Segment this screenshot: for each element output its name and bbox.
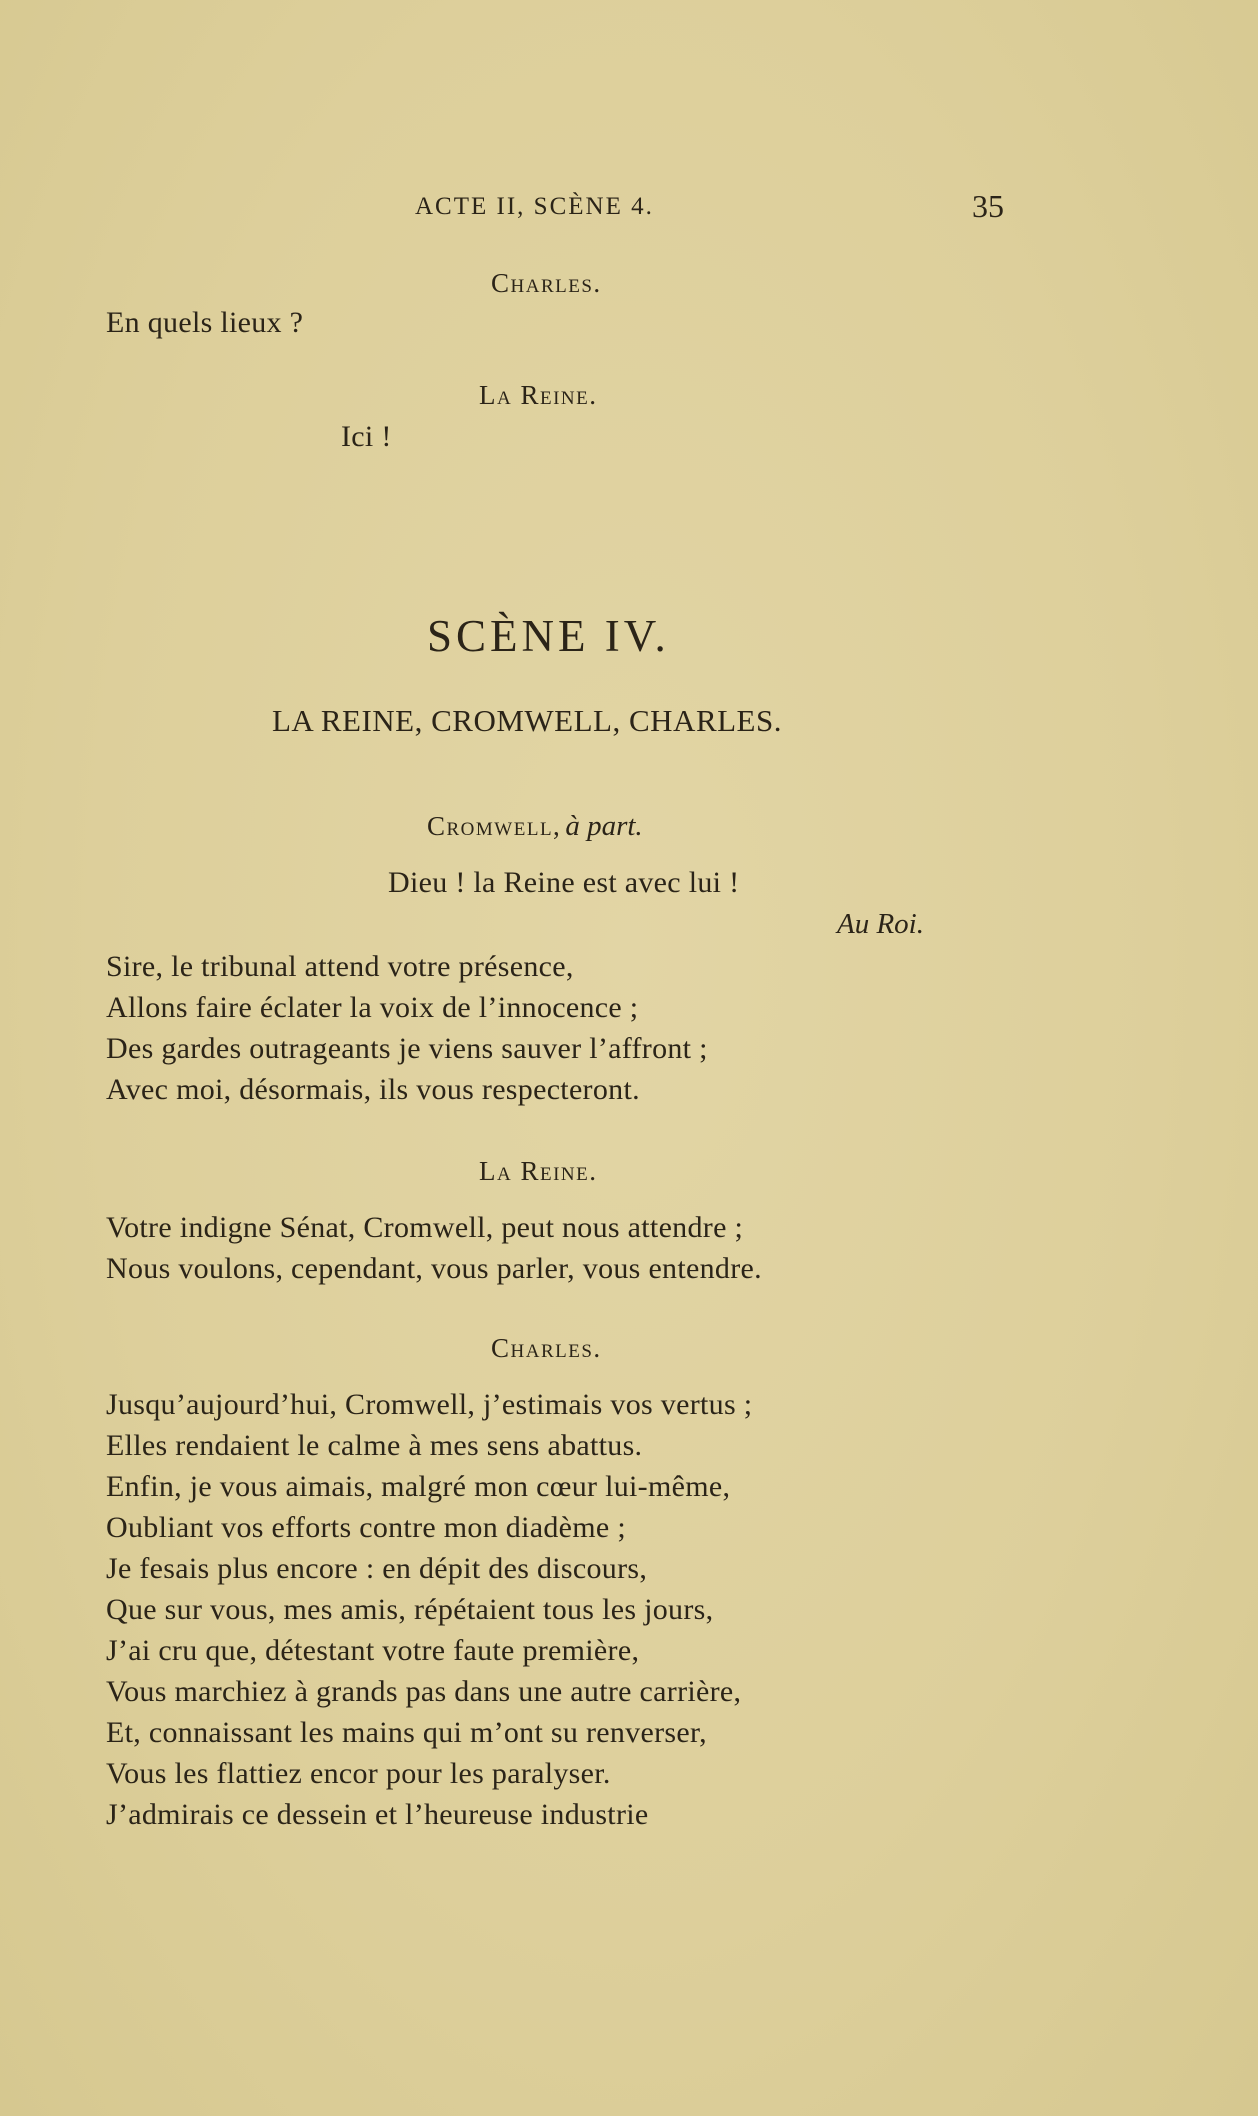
verse-line: J’admirais ce dessein et l’heureuse industrie: [106, 1798, 649, 1831]
verse-line: Que sur vous, mes amis, répétaient tous les jours,: [106, 1593, 714, 1626]
scene-cast-list: LA REINE, CROMWELL, CHARLES.: [272, 703, 782, 738]
verse-line: Votre indigne Sénat, Cromwell, peut nous attendre ;: [106, 1211, 744, 1244]
speaker-charles: Charles.: [491, 1333, 602, 1363]
verse-line: Jusqu’aujourd’hui, Cromwell, j’estimais vos vertus ;: [106, 1388, 753, 1421]
verse-line: Oubliant vos efforts contre mon diadème ;: [106, 1511, 626, 1544]
verse-line: Sire, le tribunal attend votre présence,: [106, 950, 574, 983]
verse-line: Des gardes outrageants je viens sauver l’affront ;: [106, 1032, 708, 1065]
cromwell-speech: [106, 946, 708, 1110]
speaker-charles: Charles.: [491, 268, 602, 298]
verse-line-aside: Dieu ! la Reine est avec lui !: [388, 866, 740, 899]
speaker-la-reine: La Reine.: [479, 1156, 598, 1186]
stage-direction-to-king: Au Roi.: [837, 908, 924, 940]
verse-line: En quels lieux ?: [106, 306, 304, 339]
verse-line: Enfin, je vous aimais, malgré mon cœur lui-même,: [106, 1470, 731, 1503]
speaker-cromwell: Cromwell,: [427, 811, 562, 841]
verse-line: Vous marchiez à grands pas dans une autre carrière,: [106, 1675, 742, 1708]
verse-line: Avec moi, désormais, ils vous respecteront.: [106, 1073, 640, 1106]
page-number: 35: [972, 188, 1004, 224]
charles-speech: [106, 1384, 752, 1835]
verse-line: Allons faire éclater la voix de l’innocence ;: [106, 991, 639, 1024]
speaker-la-reine: La Reine.: [479, 380, 598, 410]
verse-line: Je fesais plus encore : en dépit des discours,: [106, 1552, 648, 1585]
scene-title: SCÈNE IV.: [427, 611, 670, 661]
reine-speech: [106, 1207, 762, 1289]
running-head: ACTE II, SCÈNE 4.: [415, 193, 654, 220]
verse-line: Nous voulons, cependant, vous parler, vous entendre.: [106, 1252, 762, 1285]
speaker-line-cromwell: [427, 810, 643, 843]
stage-direction-aside: à part.: [565, 810, 643, 842]
verse-line: Elles rendaient le calme à mes sens abattus.: [106, 1429, 643, 1462]
verse-line: Et, connaissant les mains qui m’ont su renverser,: [106, 1716, 707, 1749]
verse-line: Vous les flattiez encor pour les paralyser.: [106, 1757, 611, 1790]
verse-line: J’ai cru que, détestant votre faute première,: [106, 1634, 640, 1667]
verse-line: Ici !: [341, 420, 392, 453]
